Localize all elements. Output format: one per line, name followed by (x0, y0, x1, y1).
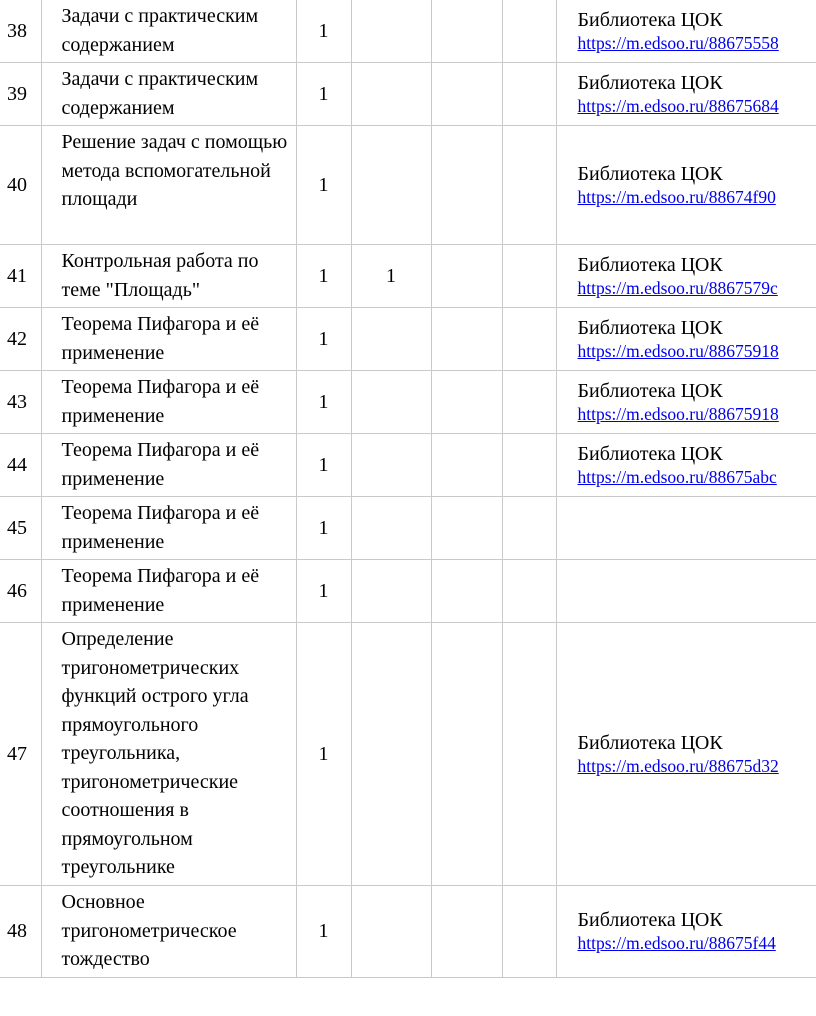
lesson-number: 43 (0, 371, 41, 434)
practical-works (431, 497, 502, 560)
resource-title: Библиотека ЦОК (577, 317, 723, 339)
control-works (351, 560, 431, 623)
control-works (351, 434, 431, 497)
lesson-topic: Теорема Пифагора и её применение (41, 371, 296, 434)
resource-link[interactable]: https://m.edsoo.ru/88675abc (577, 467, 777, 487)
lesson-date (502, 0, 556, 63)
resource-cell (556, 245, 816, 308)
lesson-hours: 1 (296, 0, 351, 63)
resource-title: Библиотека ЦОК (577, 380, 723, 402)
lesson-number: 44 (0, 434, 41, 497)
resource-link[interactable]: https://m.edsoo.ru/88675684 (577, 96, 779, 116)
resource-title: Библиотека ЦОК (577, 72, 723, 94)
lesson-hours: 1 (296, 371, 351, 434)
lesson-topic: Теорема Пифагора и её применение (41, 497, 296, 560)
lesson-hours: 1 (296, 126, 351, 245)
lesson-topic: Теорема Пифагора и её применение (41, 560, 296, 623)
lesson-date (502, 434, 556, 497)
lesson-hours: 1 (296, 886, 351, 978)
resource-cell (556, 371, 816, 434)
resource-cell (556, 308, 816, 371)
resource-link[interactable]: https://m.edsoo.ru/88675918 (577, 404, 779, 424)
lesson-date (502, 623, 556, 886)
lesson-number: 42 (0, 308, 41, 371)
lesson-date (502, 126, 556, 245)
table-row (0, 126, 816, 245)
resource-cell (556, 886, 816, 978)
resource-link[interactable]: https://m.edsoo.ru/88675f44 (577, 933, 776, 954)
lesson-number: 41 (0, 245, 41, 308)
practical-works (431, 63, 502, 126)
table-row (0, 560, 816, 623)
resource-title: Библиотека ЦОК (577, 443, 723, 465)
lesson-topic: Задачи с практическим содержанием (41, 0, 296, 63)
resource-link[interactable]: https://m.edsoo.ru/88675d32 (577, 756, 779, 776)
resource-link[interactable]: https://m.edsoo.ru/88674f90 (577, 187, 776, 207)
lesson-date (502, 245, 556, 308)
control-works (351, 371, 431, 434)
table-row (0, 245, 816, 308)
lesson-number: 39 (0, 63, 41, 126)
practical-works (431, 126, 502, 245)
lesson-topic: Теорема Пифагора и её применение (41, 434, 296, 497)
lesson-hours: 1 (296, 623, 351, 886)
table-row (0, 886, 816, 978)
lesson-hours: 1 (296, 308, 351, 371)
lesson-number: 40 (0, 126, 41, 245)
lesson-topic: Решение задач с помощью метода вспомогательной площади (41, 126, 296, 245)
lesson-date (502, 886, 556, 978)
resource-cell (556, 434, 816, 497)
practical-works (431, 560, 502, 623)
table-row (0, 434, 816, 497)
practical-works (431, 308, 502, 371)
lesson-date (502, 63, 556, 126)
resource-cell (556, 63, 816, 126)
lesson-number: 38 (0, 0, 41, 63)
table-row (0, 497, 816, 560)
control-works (351, 623, 431, 886)
resource-title: Библиотека ЦОК (577, 909, 723, 932)
lesson-hours: 1 (296, 63, 351, 126)
table-row (0, 371, 816, 434)
resource-cell (556, 497, 816, 560)
table-row (0, 0, 816, 63)
control-works (351, 63, 431, 126)
lesson-topic: Задачи с практическим содержанием (41, 63, 296, 126)
practical-works (431, 434, 502, 497)
control-works (351, 497, 431, 560)
table-row (0, 63, 816, 126)
resource-link[interactable]: https://m.edsoo.ru/88675918 (577, 341, 779, 361)
resource-cell (556, 0, 816, 63)
practical-works (431, 0, 502, 63)
lesson-hours: 1 (296, 245, 351, 308)
control-works (351, 0, 431, 63)
lesson-date (502, 560, 556, 623)
lesson-date (502, 371, 556, 434)
resource-cell (556, 560, 816, 623)
lesson-topic: Теорема Пифагора и её применение (41, 308, 296, 371)
resource-cell (556, 126, 816, 245)
lesson-date (502, 308, 556, 371)
resource-title: Библиотека ЦОК (577, 9, 723, 31)
lesson-hours: 1 (296, 434, 351, 497)
control-works (351, 126, 431, 245)
resource-title: Библиотека ЦОК (577, 163, 723, 185)
lesson-number: 47 (0, 623, 41, 886)
practical-works (431, 886, 502, 978)
control-works: 1 (351, 245, 431, 308)
lesson-topic: Основное тригонометрическое тождество (41, 886, 296, 978)
resource-cell (556, 623, 816, 886)
lesson-topic: Контрольная работа по теме "Площадь" (41, 245, 296, 308)
table-row (0, 308, 816, 371)
lesson-number: 45 (0, 497, 41, 560)
resource-title: Библиотека ЦОК (577, 732, 723, 754)
practical-works (431, 623, 502, 886)
lesson-number: 46 (0, 560, 41, 623)
lesson-topic: Определение тригонометрических функций острого угла прямоугольного треугольника, тригонометрические соотношения в прямоугольном треугольнике (41, 623, 296, 886)
control-works (351, 886, 431, 978)
practical-works (431, 245, 502, 308)
practical-works (431, 371, 502, 434)
resource-link[interactable]: https://m.edsoo.ru/8867579c (577, 278, 778, 298)
table-row (0, 623, 816, 886)
lesson-date (502, 497, 556, 560)
resource-link[interactable]: https://m.edsoo.ru/88675558 (577, 33, 779, 53)
lesson-number: 48 (0, 886, 41, 978)
lesson-hours: 1 (296, 497, 351, 560)
lesson-hours: 1 (296, 560, 351, 623)
control-works (351, 308, 431, 371)
resource-title: Библиотека ЦОК (577, 254, 723, 276)
